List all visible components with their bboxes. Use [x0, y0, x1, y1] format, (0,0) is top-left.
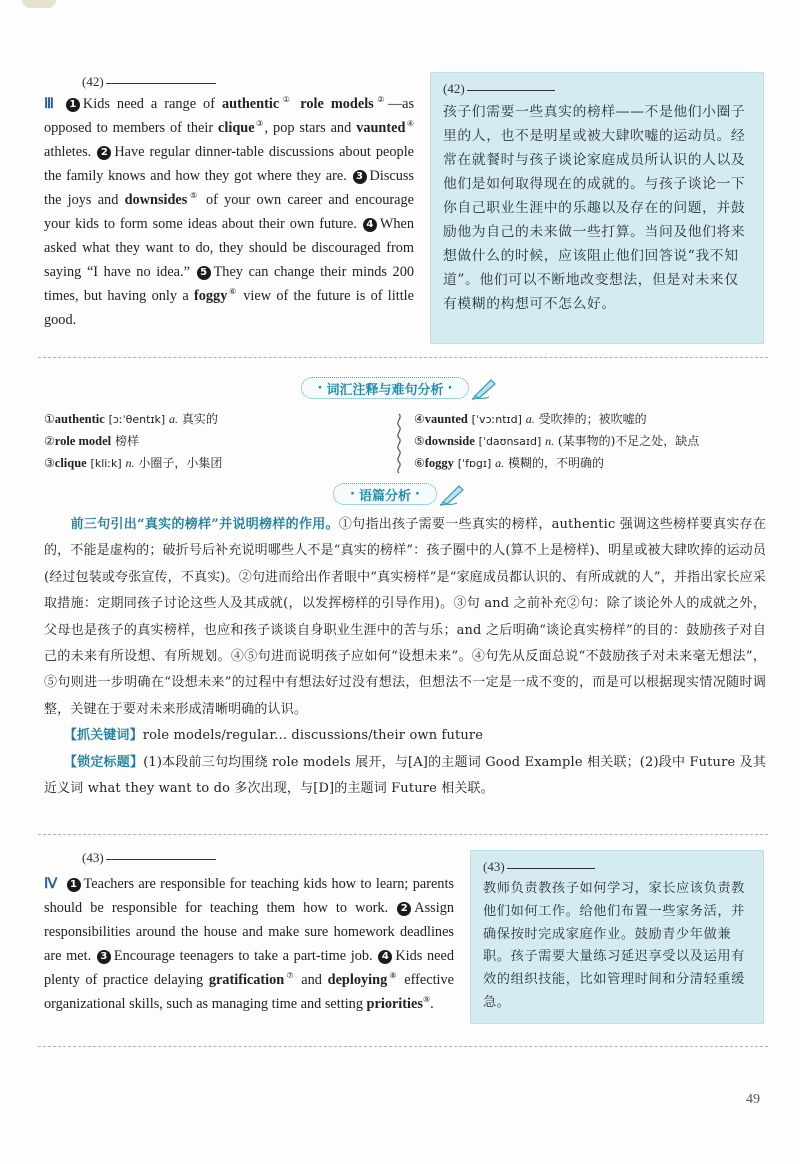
q43-answer-label	[82, 850, 216, 866]
vocab-meaning: 小圈子，小集团	[138, 456, 223, 470]
q43-translation-text: 教师负责教孩子如何学习，家长应该负责教他们如何工作。给他们布置一些家务活，并确保按时完成家庭作业。鼓励青少年做兼职。孩子需要大量练习延迟享受以及运用有效的组织技能，比如管理时间和分清轻重缓急。	[483, 881, 745, 1010]
vocab-word: clique	[54, 456, 87, 470]
vocab-entry	[414, 430, 774, 452]
analysis-lead: 前三句引出“真实的榜样”并说明榜样的作用。	[70, 517, 339, 532]
q42-s1-text: , pop stars and	[264, 120, 357, 136]
q43-s2-text: Assign responsibilities around the house and make sure homework deadlines are met.	[44, 900, 455, 964]
sentence-marker-4: 4	[363, 218, 377, 232]
vocab-entry	[414, 452, 774, 474]
analysis-section-title-pill	[333, 483, 437, 505]
spiral-binding-icon	[394, 412, 404, 474]
analysis-body	[44, 512, 766, 802]
vocab-entry	[44, 408, 384, 430]
q42-english-paragraph	[44, 92, 414, 332]
footnote-ref: ⑥	[227, 287, 238, 297]
lock-title-tag: 【锁定标题】	[70, 754, 144, 770]
footnote-ref: ③	[254, 119, 265, 129]
title-dot: ·	[350, 486, 355, 502]
q42-translation-text: 孩子们需要一些真实的榜样——不是他们小圈子里的人，也不是明星或被大肆吹嘘的运动员。经常在就餐时与孩子谈论家庭成员所认识的人以及他们是如何取得现在的成就的。与孩子谈论一下你自己职业生涯中的乐趣以及存在的问题，并鼓励他为自己的未来做一些打算。当问及他们将来想做什么的时候，应该阻止他们回答说“我不知道”。他们可以不断地改变想法，但是对未来仅有模糊的构想可不怎么好。	[443, 104, 746, 312]
vocab-word-authentic: authentic	[221, 96, 280, 112]
vocab-meaning: 真实的	[181, 412, 218, 426]
vocab-word-deploying: deploying	[327, 972, 388, 988]
analysis-section-header	[0, 482, 800, 506]
lock-title-line	[44, 750, 766, 803]
vocab-word-foggy: foggy	[193, 288, 228, 304]
footnote-ref: ⑨	[422, 995, 431, 1005]
vocab-pos: a.	[495, 456, 505, 470]
analysis-section-title: 语篇分析	[358, 488, 411, 504]
pen-icon	[439, 482, 467, 506]
footnote-ref: ②	[373, 95, 388, 105]
vocab-list-left	[44, 408, 384, 474]
title-dot: ·	[447, 380, 453, 396]
footnote-ref: ⑧	[387, 971, 399, 981]
q43-translation-number: (43)	[483, 859, 505, 874]
vocab-phonetic: [ˈdaʊnsaɪd]	[478, 435, 542, 448]
keywords-line	[44, 723, 766, 749]
vocab-num: ③	[44, 456, 55, 470]
q42-translation-label	[443, 81, 751, 97]
vocab-word: vaunted	[424, 412, 468, 426]
vocab-phonetic: [ɔːˈθentɪk]	[108, 413, 166, 426]
vocab-word: foggy	[424, 456, 454, 470]
vocab-word-gratification: gratification	[208, 972, 285, 988]
vocab-word-downsides: downsides	[124, 192, 188, 208]
vocab-entry	[414, 408, 774, 430]
q43-s4-text: and	[295, 972, 328, 988]
divider	[38, 1046, 768, 1047]
q43-s3-text: Encourage teenagers to take a part-time job.	[113, 948, 373, 964]
page-corner-tab	[22, 0, 56, 8]
q43-number: (43)	[82, 850, 104, 865]
q42-number: (42)	[82, 74, 104, 89]
q42-answer-blank[interactable]	[106, 83, 216, 84]
roman-numeral-3: Ⅲ	[44, 96, 54, 112]
vocab-list-right	[414, 408, 774, 474]
q42-s5-text: They can change their minds 200 times, but having only a	[44, 264, 414, 304]
vocab-phonetic: [ˈvɔːntɪd]	[471, 413, 522, 426]
vocab-section-title-pill	[301, 377, 470, 399]
q42-s1-text: Kids need a range of	[82, 96, 222, 112]
vocab-pos: n.	[125, 456, 135, 470]
vocab-word-clique: clique	[218, 120, 255, 136]
q42-s1-text: athletes.	[44, 144, 92, 160]
footnote-ref: ①	[279, 95, 294, 105]
q43-translation-label	[483, 859, 751, 875]
keywords-tag: 【抓关键词】	[70, 728, 143, 744]
roman-numeral-4: Ⅳ	[44, 876, 58, 892]
q43-s1-text: Teachers are responsible for teaching kids how to learn; parents should be responsible for teaching them how to work.	[44, 876, 454, 916]
title-dot: ·	[317, 380, 323, 396]
footnote-ref: ④	[405, 119, 414, 129]
analysis-text: ①句指出孩子需要一些真实的榜样，authentic 强调这些榜样要真实存在的，不能是虚构的；破折号后补充说明哪些人不是“真实的榜样”：孩子圈中的人(算不上是榜样)、明星或被大肆吹捧的运动员(经过包装或夸张宣传，不真实)。②句进而给出作者眼中“真实榜样”是“家庭成员都认识的、有所成就的人”，并指出家长应采取措施：定期同孩子讨论这些人及其成就(，以发挥榜样的引导作用)。③句 and 之前补充②句：除了谈论外人的成就之外，父母也是孩子的真实榜样，也应和孩子谈谈自身职业生涯中的苦与乐；and 之后明确“谈论真实榜样”的目的：鼓励孩子对自己的未来有所设想、有所规划。④⑤句进而说明孩子应如何“设想未来”。④句先从反面总说“不鼓励孩子对未来毫无想法”，⑤句则进一步明确在“设想未来”的过程中有想法好过没有想法，但想法不一定是一成不变的，而是可以根据现实情况随时调整，关键在于要对未来形成清晰明确的认识。	[44, 517, 766, 717]
q43-s4-text: Kids need plenty of practice delaying	[44, 948, 455, 988]
vocab-pos: a.	[525, 412, 535, 426]
q42-translation-box	[430, 72, 764, 344]
sentence-marker-3: 3	[97, 950, 111, 964]
q43-answer-blank[interactable]	[106, 859, 216, 860]
vocab-pos: n.	[545, 434, 555, 448]
vocab-section-title: 词汇注释与难句分析	[326, 382, 444, 398]
divider	[38, 834, 768, 835]
q43-s4-text: effective organizational skills, such as managing time and setting	[44, 972, 455, 1012]
divider	[38, 357, 768, 358]
vocab-num: ②	[44, 434, 55, 448]
vocab-meaning: (某事物的)不足之处，缺点	[557, 434, 700, 448]
vocab-word-vaunted: vaunted	[356, 120, 406, 136]
sentence-marker-2: 2	[97, 146, 111, 160]
keywords-text: role models/regular... discussions/their own future	[142, 728, 484, 744]
q42-s4-text: When asked what they want to do, they should be discouraged from saying “I have no idea.”	[44, 216, 414, 280]
q42-s5-text: view of the future is of little good.	[44, 288, 414, 328]
pen-icon	[471, 376, 499, 400]
analysis-paragraph	[44, 512, 766, 723]
q42-s3-text: Discuss the joys and	[44, 168, 414, 208]
sentence-marker-5: 5	[197, 266, 211, 280]
footnote-ref: ⑦	[284, 971, 296, 981]
vocab-pos: a.	[169, 412, 179, 426]
footnote-ref: ⑤	[187, 191, 200, 201]
vocab-meaning: 受吹捧的；被吹嘘的	[538, 412, 647, 426]
q43-english-paragraph	[44, 872, 454, 1016]
vocab-num: ①	[44, 412, 55, 426]
q43-s4-text: .	[430, 996, 434, 1012]
sentence-marker-2: 2	[397, 902, 411, 916]
vocab-section-header	[0, 376, 800, 400]
sentence-marker-3: 3	[353, 170, 367, 184]
page-number: 49	[746, 1092, 760, 1107]
vocab-word-role-models: role models	[300, 96, 374, 112]
vocab-phonetic: [ˈfɒgɪ]	[457, 457, 492, 470]
vocab-num: ⑥	[414, 456, 425, 470]
vocab-entry	[44, 430, 384, 452]
sentence-marker-1: 1	[67, 878, 81, 892]
vocab-num: ④	[414, 412, 425, 426]
q43-translation-blank[interactable]	[507, 868, 595, 869]
sentence-marker-1: 1	[66, 98, 80, 112]
q42-translation-blank[interactable]	[467, 90, 555, 91]
vocab-num: ⑤	[414, 434, 425, 448]
vocab-entry	[44, 452, 384, 474]
title-dot: ·	[415, 486, 420, 502]
q42-answer-label	[82, 74, 216, 90]
vocab-word: authentic	[54, 412, 105, 426]
q42-s3-text: of your own career and encourage your kids to form some ideas about their own future.	[44, 192, 415, 232]
vocab-word-priorities: priorities	[366, 996, 423, 1012]
vocab-meaning: 模糊的，不明确的	[507, 456, 604, 470]
vocab-meaning: 榜样	[114, 434, 139, 448]
sentence-marker-4: 4	[378, 950, 392, 964]
q42-s2-text: Have regular dinner-table discussions about people the family knows and how they got where they are.	[44, 144, 415, 184]
q42-s1-text: —as opposed to members of their	[44, 96, 415, 136]
vocab-word: downside	[424, 434, 475, 448]
q43-translation-box	[470, 850, 764, 1024]
q42-translation-number: (42)	[443, 81, 465, 96]
vocab-phonetic: [kliːk]	[90, 457, 122, 470]
lock-title-text: (1)本段前三句均围绕 role models 展开，与[A]的主题词 Good Example 相关联；(2)段中 Future 及其近义词 what they want to do 多次出现，与[D]的主题词 Future 相关联。	[44, 754, 766, 797]
vocab-word: role model	[54, 434, 112, 448]
